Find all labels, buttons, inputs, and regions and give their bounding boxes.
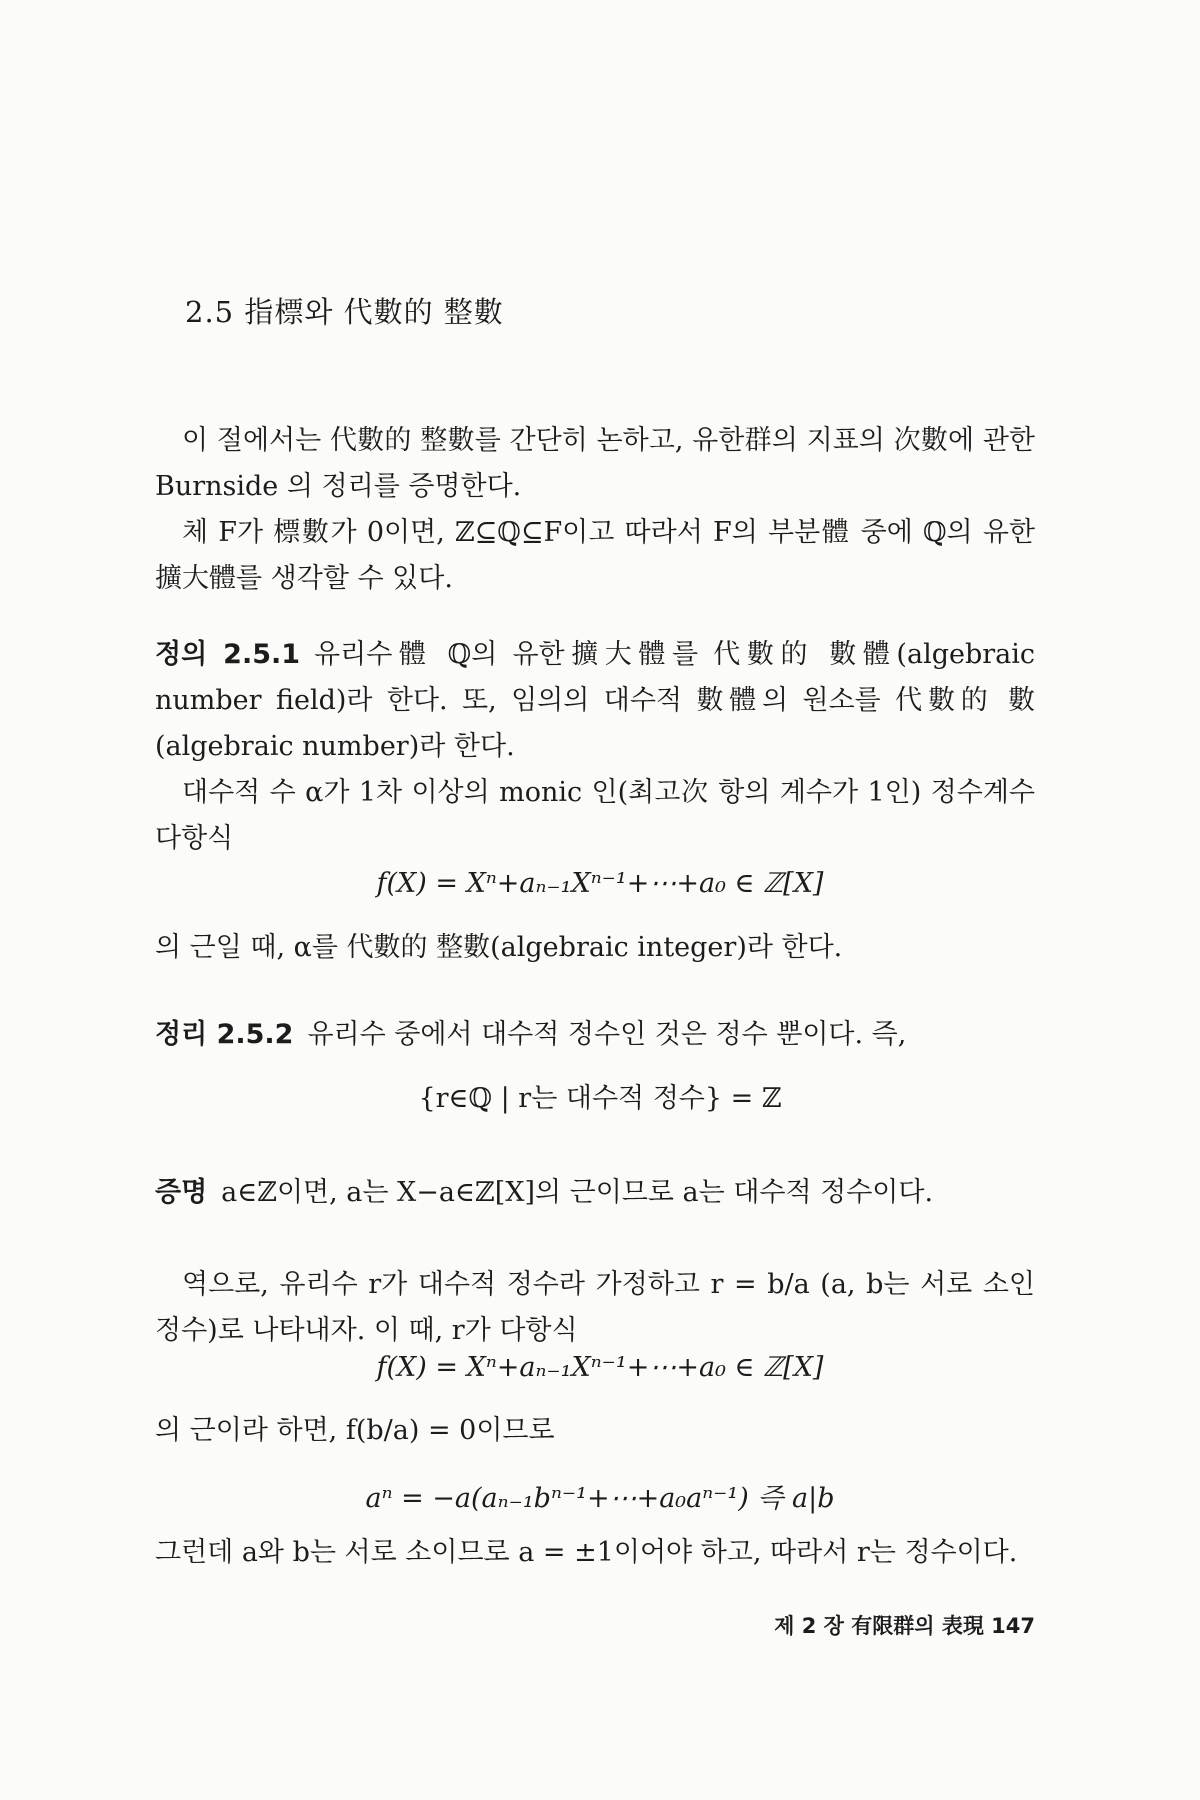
- proof-label: 증명: [155, 1177, 208, 1208]
- definition-block: [155, 632, 1035, 770]
- proof-block: [155, 1170, 1035, 1216]
- definition-label: 정의 2.5.1: [155, 639, 301, 670]
- proof-formula-2: aⁿ = −a(aₙ₋₁bⁿ⁻¹+⋯+a₀aⁿ⁻¹) 즉 a|b: [365, 1483, 835, 1514]
- definition-paragraph-2: 대수적 수 α가 1차 이상의 monic 인(최고次 항의 계수가 1인) 정수계수다항식: [155, 777, 1035, 854]
- definition-paragraph-3: 의 근일 때, α를 代數的 整數(algebraic integer)라 한다.: [155, 932, 843, 963]
- intro-paragraph-1: 이 절에서는 代數的 整數를 간단히 논하고, 유한群의 지표의 次數에 관한 Burnside 의 정리를 증명한다.: [155, 425, 1035, 502]
- proof-paragraph-4: 그런데 a와 b는 서로 소이므로 a = ±1이어야 하고, 따라서 r는 정수이다.: [155, 1537, 1018, 1568]
- proof-paragraph-3: 의 근이라 하면, f(b/a) = 0이므로: [155, 1415, 555, 1446]
- proof-paragraph-2: 역으로, 유리수 r가 대수적 정수라 가정하고 r = b/a (a, b는 서로 소인 정수)로 나타내자. 이 때, r가 다항식: [155, 1269, 1035, 1346]
- theorem-text: 유리수 중에서 대수적 정수인 것은 정수 뿐이다. 즉,: [307, 1019, 907, 1050]
- definition-text: 유리수體 ℚ의 유한擴大體를 代數的 數體(algebraic number field)라 한다. 또, 임의의 대수적 數體의 원소를 代數的 數(algebraic number)라 한다.: [155, 639, 1036, 762]
- proof-formula-1: f(X) = Xⁿ+aₙ₋₁Xⁿ⁻¹+⋯+a₀ ∈ ℤ[X]: [376, 1352, 824, 1383]
- definition-formula: f(X) = Xⁿ+aₙ₋₁Xⁿ⁻¹+⋯+a₀ ∈ ℤ[X]: [376, 868, 824, 899]
- theorem-block: [155, 1012, 1035, 1058]
- section-heading: 2.5 指標와 代數的 整數: [185, 295, 504, 329]
- theorem-formula: {r∈ℚ | r는 대수적 정수} = ℤ: [418, 1083, 782, 1114]
- page-footer: 제 2 장 有限群의 表現 147: [774, 1614, 1035, 1638]
- theorem-label: 정리 2.5.2: [155, 1019, 294, 1050]
- intro-paragraph-2: 체 F가 標數가 0이면, ℤ⊆ℚ⊆F이고 따라서 F의 부분體 중에 ℚ의 유한擴大體를 생각할 수 있다.: [155, 517, 1035, 594]
- proof-text: a∈ℤ이면, a는 X−a∈ℤ[X]의 근이므로 a는 대수적 정수이다.: [221, 1177, 934, 1208]
